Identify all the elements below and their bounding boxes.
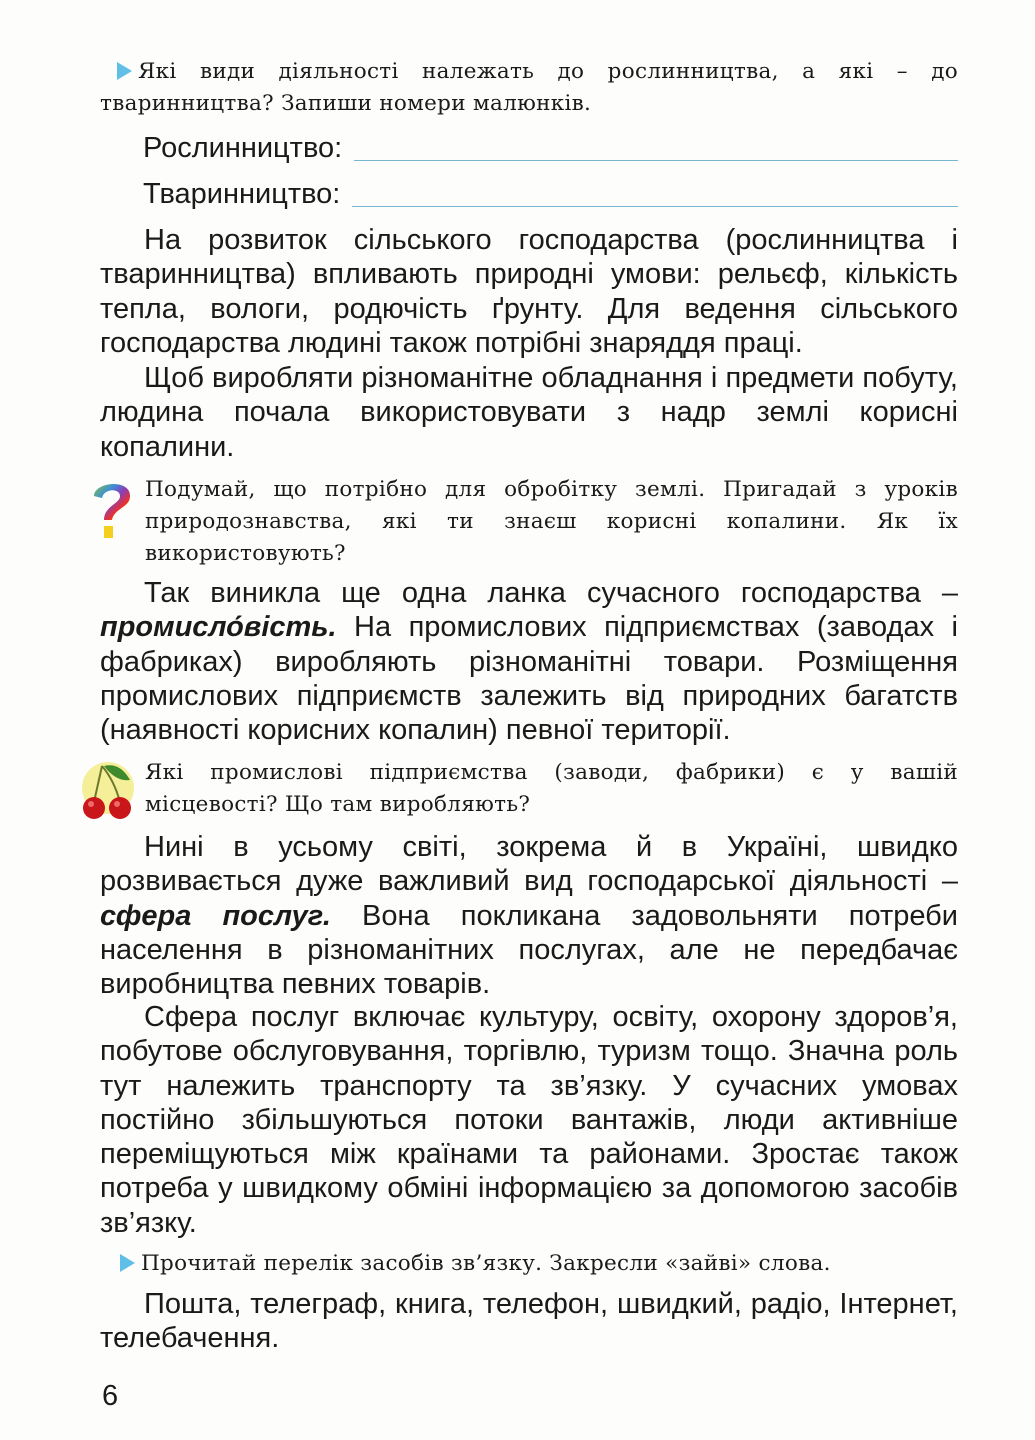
task-1-instruction — [100, 56, 958, 120]
answer-line-livestock[interactable] — [352, 205, 958, 207]
task-1-text: Які види діяльності належать до рослинництва, а які – до тваринництва? Запиши номери малюнків. — [100, 59, 958, 116]
paragraph-minerals — [100, 361, 958, 464]
answer-row-crop-farming — [143, 132, 958, 165]
think-box-text: Подумай, що потрібно для обробітку землі. Пригадай з уроків природознавства, які ти знаєш корисні копалини. Як їх використовують? — [145, 477, 958, 566]
term-industry: промисло́вість. — [100, 611, 337, 644]
local-industry-box — [145, 757, 958, 821]
triangle-marker-icon — [120, 1254, 135, 1272]
communication-word-list[interactable] — [100, 1287, 958, 1356]
paragraph-industry — [100, 576, 958, 747]
answer-line-crop-farming[interactable] — [354, 159, 958, 161]
paragraph-industry-text-2: На промислових підприємствах (заводах і фабриках) виробляють різноманітні товари. Розміщення промислових підприємств залежить від природних багатств (наявності корисних копалин) певної території. — [100, 611, 958, 747]
task-2-text: Прочитай перелік засобів зв’язку. Закресли «зайві» слова. — [141, 1251, 831, 1276]
communication-word-list-text[interactable]: Пошта, телеграф, книга, телефон, швидкий, радіо, Інтернет, телебачення. — [100, 1288, 958, 1355]
cherry-icon — [80, 760, 138, 820]
local-industry-text: Які промислові підприємства (заводи, фабрики) є у вашій місцевості? Що там виробляють? — [145, 760, 958, 817]
answer-label-livestock: Тваринництво: — [143, 178, 341, 210]
page-number: 6 — [102, 1380, 119, 1412]
question-mark-icon — [86, 476, 138, 542]
paragraph-services-scope — [100, 1000, 958, 1240]
answer-label-crop-farming: Рослинництво: — [143, 132, 343, 164]
paragraph-agriculture — [100, 223, 958, 360]
paragraph-services — [100, 830, 958, 1001]
paragraph-industry-text-1: Так виникла ще одна ланка сучасного господарства – — [144, 577, 958, 609]
term-services: сфера послуг. — [100, 899, 331, 932]
paragraph-services-text-1: Нині в усьому світі, зокрема й в Україні, швидко розвивається дуже важливий вид господарської діяльності – — [100, 831, 958, 898]
task-2-instruction — [100, 1248, 958, 1280]
paragraph-minerals-text: Щоб виробляти різноманітне обладнання і предмети побуту, людина почала використовувати з надр землі корисні копалини. — [100, 362, 958, 463]
answer-row-livestock — [143, 178, 958, 211]
triangle-marker-icon — [117, 62, 132, 80]
paragraph-agriculture-text: На розвиток сільського господарства (рослинництва і тваринництва) впливають природні умови: рельєф, кількість тепла, вологи, родючість ґрунту. Для ведення сільського господарства людині також потрібні знаряддя праці. — [100, 224, 958, 359]
paragraph-services-scope-text: Сфера послуг включає культуру, освіту, охорону здоров’я, побутове обслуговування, торгівлю, туризм тощо. Значна роль тут належить транспорту та зв’язку. У сучасних умовах постійно збільшуються потоки вантажів, люди активніше переміщуються між країнами та районами. Зростає також потреба у швидкому обміні інформацією за допомогою засобів зв’язку. — [100, 1001, 958, 1239]
paragraph-services-text-2: Вона покликана задовольняти потреби населення в різноманітних послугах, але не передбачає виробництва певних товарів. — [100, 899, 958, 1001]
think-box — [145, 474, 958, 570]
